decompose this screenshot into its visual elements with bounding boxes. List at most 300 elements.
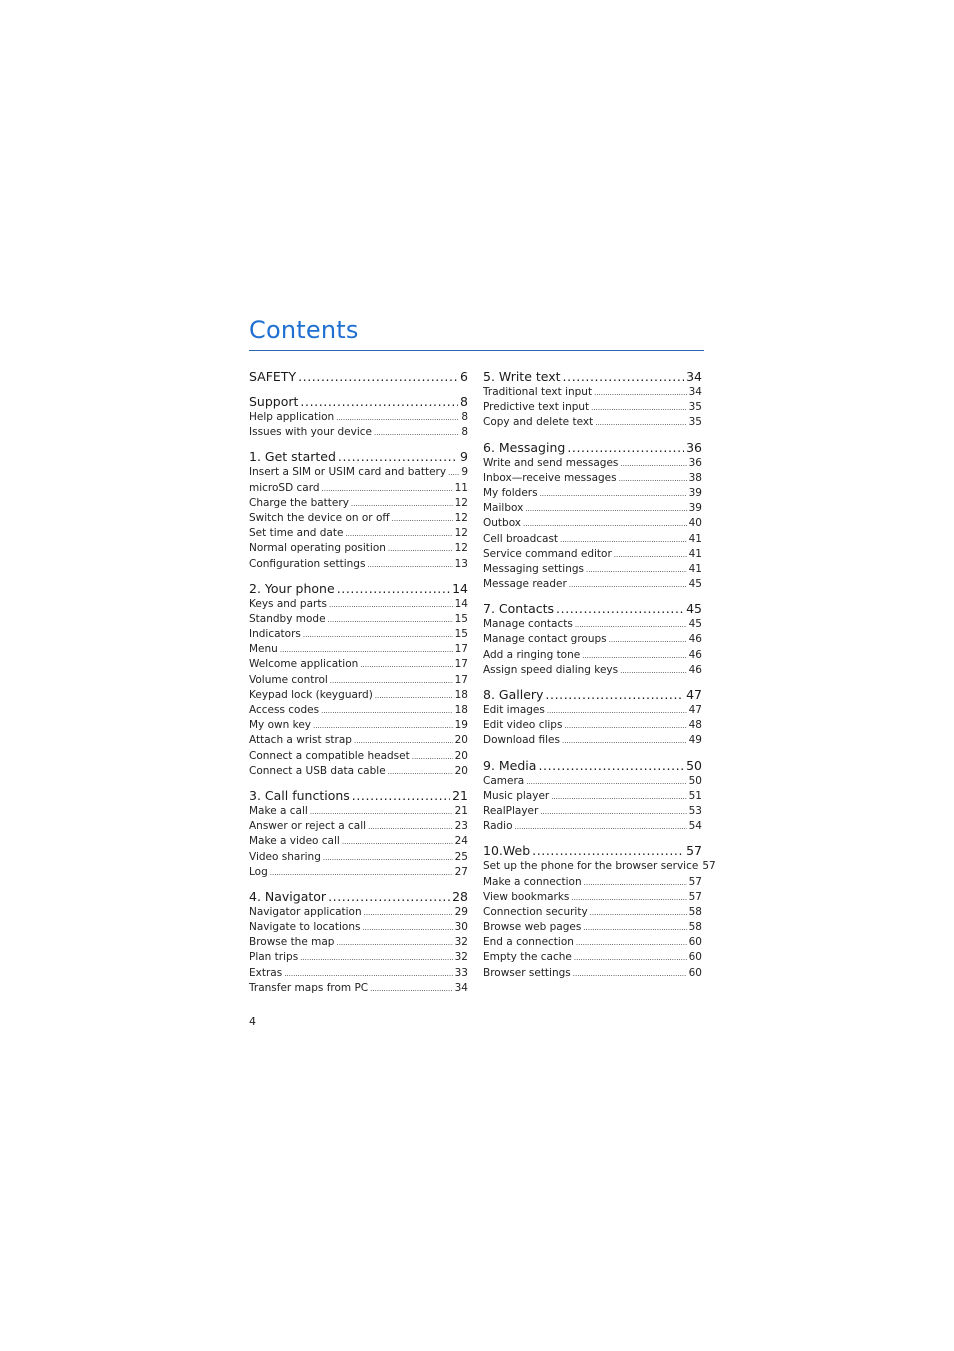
dot-leader xyxy=(354,733,453,749)
toc-entry-page: 15 xyxy=(454,612,468,625)
dot-leader xyxy=(321,703,453,719)
toc-chapter-page: 28 xyxy=(452,888,468,904)
toc-section xyxy=(483,440,702,593)
toc-column-right xyxy=(483,369,716,990)
toc-entry-page: 12 xyxy=(454,527,468,540)
toc-entry-title: Answer or reject a call xyxy=(249,820,367,833)
toc-entry-title: Cell broadcast xyxy=(483,532,559,545)
toc-chapter-title: 10.Web xyxy=(483,843,531,859)
toc-entry-title: End a connection xyxy=(483,936,574,949)
toc-chapter[interactable] xyxy=(249,449,468,465)
dot-leader xyxy=(571,890,686,906)
toc-chapter-title: Support xyxy=(249,394,299,409)
toc-entry-page: 34 xyxy=(688,386,702,398)
toc-entry-page: 32 xyxy=(454,951,468,964)
toc-entry-title: Edit video clips xyxy=(483,719,563,732)
toc-section xyxy=(249,369,468,385)
dot-leader xyxy=(284,966,452,982)
toc-entry-page: 20 xyxy=(454,764,468,777)
toc-entry-page: 35 xyxy=(688,416,702,429)
toc-entry[interactable] xyxy=(249,627,468,642)
toc-entry-page: 41 xyxy=(688,562,702,575)
toc-entry[interactable] xyxy=(249,597,468,612)
toc-section xyxy=(483,687,702,749)
toc-entry-page: 51 xyxy=(688,789,702,802)
toc-entry-title: Browser settings xyxy=(483,966,571,979)
dot-leader xyxy=(547,703,687,719)
toc-entry[interactable] xyxy=(249,557,468,572)
toc-entry[interactable] xyxy=(483,385,702,400)
toc-entry-title: Charge the battery xyxy=(249,496,349,509)
dot-leader xyxy=(388,764,453,780)
toc-entry[interactable] xyxy=(483,617,702,632)
toc-entry-page: 58 xyxy=(688,921,702,934)
dot-leader xyxy=(562,733,687,749)
toc-entry-title: Manage contact groups xyxy=(483,633,607,646)
toc-entry-page: 18 xyxy=(454,688,468,701)
toc-entry[interactable] xyxy=(249,749,468,764)
toc-entry-page: 53 xyxy=(688,804,702,817)
dot-leader xyxy=(560,532,687,548)
toc-entry-title: Indicators xyxy=(249,628,301,641)
toc-entry-page: 46 xyxy=(688,633,702,646)
dot-leader xyxy=(448,465,459,481)
toc-entry[interactable] xyxy=(483,890,702,905)
toc-entry-title: Browse web pages xyxy=(483,921,582,934)
toc-entry-title: Transfer maps from PC xyxy=(249,981,369,994)
dot-leader xyxy=(280,642,453,658)
toc-entry-page: 34 xyxy=(454,981,468,994)
toc-entry-page: 57 xyxy=(688,875,702,888)
toc-entry-page: 48 xyxy=(688,719,702,732)
toc-entry-page: 60 xyxy=(688,951,702,964)
toc-entry-page: 32 xyxy=(454,936,468,949)
dot-leader xyxy=(322,481,453,497)
dot-leader xyxy=(370,981,452,997)
toc-entry-page: 49 xyxy=(688,734,702,747)
toc-entry-page: 27 xyxy=(454,865,468,878)
toc-entry[interactable] xyxy=(249,905,468,920)
dot-leader xyxy=(564,718,686,734)
toc-entry-title: Welcome application xyxy=(249,658,359,671)
toc-entry-page: 25 xyxy=(454,850,468,863)
toc-entry-page: 14 xyxy=(454,597,468,610)
toc-entry-title: Keypad lock (keyguard) xyxy=(249,688,373,701)
toc-chapter-page: 34 xyxy=(686,369,702,384)
toc-section xyxy=(483,843,716,981)
toc-entry-title: Keys and parts xyxy=(249,597,327,610)
dot-leader xyxy=(532,843,684,859)
toc-entry-title: Attach a wrist strap xyxy=(249,734,352,747)
dot-leader xyxy=(329,597,453,613)
dot-leader xyxy=(575,617,687,633)
toc-entry[interactable] xyxy=(249,425,468,440)
toc-entry[interactable] xyxy=(249,804,468,819)
toc-entry[interactable] xyxy=(483,905,702,920)
toc-entry-page: 46 xyxy=(688,648,702,661)
toc-entry-page: 13 xyxy=(454,557,468,570)
dot-leader xyxy=(586,562,687,578)
toc-entry[interactable] xyxy=(483,577,702,592)
toc-entry-title: Navigator application xyxy=(249,905,362,918)
toc-entry[interactable] xyxy=(483,774,702,789)
toc-section xyxy=(249,449,468,571)
toc-entry[interactable] xyxy=(483,471,702,486)
dot-leader xyxy=(538,758,684,774)
toc-entry-page: 30 xyxy=(454,921,468,934)
toc-chapter-page: 57 xyxy=(686,843,702,859)
toc-entry-title: Log xyxy=(249,865,268,878)
toc-entry[interactable] xyxy=(483,819,702,834)
toc-chapter-title: 4. Navigator xyxy=(249,888,327,904)
dot-leader xyxy=(330,673,453,689)
toc-entry-page: 47 xyxy=(688,704,702,716)
toc-entry[interactable] xyxy=(483,875,702,890)
dot-leader xyxy=(563,369,685,385)
toc-entry-title: Help application xyxy=(249,411,335,423)
toc-entry-page: 8 xyxy=(461,426,468,439)
toc-entry-title: Music player xyxy=(483,789,550,802)
toc-entry-title: My folders xyxy=(483,486,538,499)
dot-leader xyxy=(345,526,452,542)
dot-leader xyxy=(594,385,687,401)
toc-entry[interactable] xyxy=(483,966,702,981)
toc-chapter[interactable] xyxy=(249,889,468,905)
dot-leader xyxy=(270,865,453,881)
dot-leader xyxy=(584,875,687,891)
toc-entry[interactable] xyxy=(249,950,468,965)
toc-entry-title: Insert a SIM or USIM card and battery xyxy=(249,466,447,479)
toc-entry[interactable] xyxy=(249,865,468,880)
dot-leader xyxy=(556,601,684,617)
toc-entry-page: 50 xyxy=(688,774,702,787)
dot-leader xyxy=(583,920,686,936)
title-divider xyxy=(249,350,704,351)
toc-entry-title: Camera xyxy=(483,774,525,787)
toc-chapter[interactable] xyxy=(483,687,702,703)
toc-entry-page: 12 xyxy=(454,496,468,509)
toc-entry-page: 35 xyxy=(688,401,702,414)
toc-entry-title: Access codes xyxy=(249,704,320,716)
toc-entry-page: 33 xyxy=(454,966,468,979)
toc-entry-page: 41 xyxy=(688,547,702,560)
toc-chapter[interactable] xyxy=(249,394,468,410)
dot-leader xyxy=(540,486,687,502)
toc-chapter-title: 3. Call functions xyxy=(249,787,350,803)
toc-entry-title: Issues with your device xyxy=(249,426,373,439)
toc-entry-page: 8 xyxy=(461,411,468,423)
toc-entry-title: Video sharing xyxy=(249,850,321,863)
toc-entry-page: 17 xyxy=(454,673,468,686)
toc-entry-page: 20 xyxy=(454,734,468,747)
toc-entry[interactable] xyxy=(483,920,702,935)
toc-entry-title: Navigate to locations xyxy=(249,921,361,934)
toc-entry-page: 12 xyxy=(454,511,468,524)
toc-entry-title: Radio xyxy=(483,820,513,833)
toc-entry-title: Assign speed dialing keys xyxy=(483,663,619,676)
toc-entry-page: 39 xyxy=(688,502,702,515)
toc-entry-title: Connect a compatible headset xyxy=(249,749,410,762)
toc-entry-title: Download files xyxy=(483,734,560,747)
dot-leader xyxy=(375,688,453,704)
toc-entry-page: 18 xyxy=(454,704,468,716)
toc-entry-title: Message reader xyxy=(483,578,567,591)
toc-section xyxy=(483,758,702,835)
dot-leader xyxy=(569,577,687,593)
toc-entry[interactable] xyxy=(249,642,468,657)
dot-leader xyxy=(336,410,459,426)
dot-leader xyxy=(620,456,686,472)
toc-entry[interactable] xyxy=(249,966,468,981)
toc-chapter-title: 6. Messaging xyxy=(483,439,566,455)
toc-entry-title: Service command editor xyxy=(483,547,612,560)
toc-section xyxy=(249,581,468,779)
toc-entry-page: 20 xyxy=(454,749,468,762)
toc-entry[interactable] xyxy=(483,703,702,718)
toc-entry-title: Connection security xyxy=(483,905,588,918)
dot-leader xyxy=(336,935,452,951)
toc-entry-title: Add a ringing tone xyxy=(483,648,581,661)
toc-entry[interactable] xyxy=(483,501,702,516)
dot-leader xyxy=(328,889,450,905)
dot-leader xyxy=(298,369,458,385)
toc-entry-title: Traditional text input xyxy=(483,386,593,398)
toc-entry-title: My own key xyxy=(249,719,311,732)
dot-leader xyxy=(360,657,452,673)
toc-chapter-title: 8. Gallery xyxy=(483,687,544,702)
toc-entry[interactable] xyxy=(249,764,468,779)
toc-entry-title: Messaging settings xyxy=(483,562,585,575)
toc-entry[interactable] xyxy=(483,562,702,577)
dot-leader xyxy=(620,663,687,679)
toc-chapter-title: SAFETY xyxy=(249,369,297,384)
toc-entry[interactable] xyxy=(249,834,468,849)
dot-leader xyxy=(515,819,687,835)
toc-section xyxy=(249,788,468,880)
dot-leader xyxy=(412,749,453,765)
toc-entry-page: 54 xyxy=(688,820,702,833)
toc-entry-page: 9 xyxy=(461,466,468,479)
toc-entry-title: RealPlayer xyxy=(483,804,539,817)
toc-entry[interactable] xyxy=(249,526,468,541)
toc-chapter-page: 50 xyxy=(686,757,702,773)
dot-leader xyxy=(342,834,453,850)
toc-entry[interactable] xyxy=(249,733,468,748)
toc-chapter-title: 5. Write text xyxy=(483,369,561,384)
dot-leader xyxy=(567,440,684,456)
toc-entry[interactable] xyxy=(249,718,468,733)
toc-entry-title: Set time and date xyxy=(249,527,344,540)
toc-entry-page: 45 xyxy=(688,618,702,631)
toc-entry[interactable] xyxy=(483,950,702,965)
toc-entry[interactable] xyxy=(483,859,716,874)
toc-entry[interactable] xyxy=(483,516,702,531)
dot-leader xyxy=(388,541,453,557)
toc-chapter-title: 9. Media xyxy=(483,757,537,773)
toc-chapter-page: 14 xyxy=(452,580,468,596)
toc-entry-title: Outbox xyxy=(483,517,522,530)
toc-entry-page: 15 xyxy=(454,628,468,641)
toc-entry-page: 21 xyxy=(454,804,468,817)
dot-leader xyxy=(525,501,686,517)
toc-entry[interactable] xyxy=(249,410,468,425)
toc-entry-page: 29 xyxy=(454,905,468,918)
toc-entry[interactable] xyxy=(483,935,702,950)
toc-entry[interactable] xyxy=(483,532,702,547)
toc-entry-title: Copy and delete text xyxy=(483,416,594,429)
toc-chapter-page: 47 xyxy=(686,687,702,702)
toc-entry[interactable] xyxy=(483,648,702,663)
dot-leader xyxy=(576,935,687,951)
toc-entry-page: 58 xyxy=(688,905,702,918)
toc-entry[interactable] xyxy=(483,486,702,501)
toc-entry[interactable] xyxy=(249,703,468,718)
toc-entry-title: Browse the map xyxy=(249,936,335,949)
toc-entry[interactable] xyxy=(249,541,468,556)
toc-entry-page: 11 xyxy=(454,481,468,494)
toc-entry-title: Standby mode xyxy=(249,612,326,625)
toc-entry[interactable] xyxy=(249,481,468,496)
toc-section xyxy=(249,889,468,996)
toc-entry-title: View bookmarks xyxy=(483,890,570,903)
dot-leader xyxy=(619,471,687,487)
toc-entry-page: 60 xyxy=(688,936,702,949)
toc-entry[interactable] xyxy=(249,850,468,865)
toc-entry-page: 12 xyxy=(454,542,468,555)
toc-chapter[interactable] xyxy=(483,758,702,774)
toc-entry[interactable] xyxy=(249,496,468,511)
toc-entry-title: Manage contacts xyxy=(483,618,573,631)
toc-entry-title: Make a video call xyxy=(249,835,340,848)
dot-leader xyxy=(540,804,686,820)
dot-leader xyxy=(337,581,450,597)
dot-leader xyxy=(351,496,453,512)
toc-entry-title: Edit images xyxy=(483,704,545,716)
toc-chapter-title: 1. Get started xyxy=(249,449,336,465)
toc-chapter-page: 45 xyxy=(686,601,702,617)
toc-entry[interactable] xyxy=(249,465,468,480)
dot-leader xyxy=(300,950,452,966)
toc-entry-title: Write and send messages xyxy=(483,456,619,469)
dot-leader xyxy=(526,774,686,790)
toc-entry-title: Inbox—receive messages xyxy=(483,471,617,484)
dot-leader xyxy=(368,819,453,835)
toc-entry-title: Plan trips xyxy=(249,951,299,964)
toc-entry[interactable] xyxy=(483,400,702,415)
toc-entry-title: Switch the device on or off xyxy=(249,511,390,524)
toc-entry-page: 57 xyxy=(702,860,716,873)
dot-leader xyxy=(523,516,687,532)
toc-chapter[interactable] xyxy=(249,581,468,597)
toc-entry[interactable] xyxy=(249,819,468,834)
toc-entry-page: 46 xyxy=(688,663,702,676)
dot-leader xyxy=(367,557,452,573)
toc-chapter[interactable] xyxy=(249,369,468,385)
toc-entry-page: 45 xyxy=(688,578,702,591)
toc-chapter[interactable] xyxy=(249,788,468,804)
toc-entry[interactable] xyxy=(249,920,468,935)
toc-entry[interactable] xyxy=(249,612,468,627)
toc-entry-page: 19 xyxy=(454,719,468,732)
toc-entry-page: 24 xyxy=(454,835,468,848)
dot-leader xyxy=(352,788,450,804)
toc-entry[interactable] xyxy=(483,415,702,430)
toc-chapter-title: 7. Contacts xyxy=(483,601,555,617)
toc-entry-title: Normal operating position xyxy=(249,542,386,555)
toc-entry-title: Mailbox xyxy=(483,502,524,515)
toc-entry-page: 23 xyxy=(454,820,468,833)
toc-entry-page: 38 xyxy=(688,471,702,484)
toc-entry[interactable] xyxy=(483,663,702,678)
dot-leader xyxy=(323,850,453,866)
toc-entry[interactable] xyxy=(249,981,468,996)
toc-entry[interactable] xyxy=(249,688,468,703)
dot-leader xyxy=(591,400,686,416)
toc-entry-title: Extras xyxy=(249,966,283,979)
toc-entry[interactable] xyxy=(249,511,468,526)
dot-leader xyxy=(303,627,453,643)
toc-chapter-page: 36 xyxy=(686,439,702,455)
toc-entry[interactable] xyxy=(249,673,468,688)
toc-chapter[interactable] xyxy=(483,843,702,859)
toc-entry[interactable] xyxy=(249,657,468,672)
toc-chapter[interactable] xyxy=(483,440,702,456)
dot-leader xyxy=(364,905,453,921)
dot-leader xyxy=(328,612,453,628)
dot-leader xyxy=(609,632,687,648)
dot-leader xyxy=(392,511,453,527)
toc-entry-page: 36 xyxy=(688,456,702,469)
page-number: 4 xyxy=(249,1015,256,1028)
toc-chapter-page: 6 xyxy=(460,369,468,384)
toc-entry-title: Configuration settings xyxy=(249,557,366,570)
dot-leader xyxy=(614,547,687,563)
dot-leader xyxy=(545,687,684,703)
toc-section xyxy=(483,601,702,678)
toc-entry-title: Make a connection xyxy=(483,875,582,888)
dot-leader xyxy=(310,804,453,820)
toc-entry-title: Empty the cache xyxy=(483,951,572,964)
dot-leader xyxy=(590,905,687,921)
toc-entry-page: 17 xyxy=(454,643,468,656)
toc-entry-title: Make a call xyxy=(249,804,308,817)
dot-leader xyxy=(362,920,452,936)
toc-entry[interactable] xyxy=(483,718,702,733)
toc-entry[interactable] xyxy=(483,547,702,562)
toc-entry-page: 40 xyxy=(688,517,702,530)
toc-entry[interactable] xyxy=(249,935,468,950)
toc-entry-page: 60 xyxy=(688,966,702,979)
toc-chapter[interactable] xyxy=(483,601,702,617)
dot-leader xyxy=(313,718,453,734)
toc-entry[interactable] xyxy=(483,804,702,819)
toc-section xyxy=(483,369,702,431)
toc-entry[interactable] xyxy=(483,632,702,647)
toc-entry[interactable] xyxy=(483,789,702,804)
toc-entry-title: Menu xyxy=(249,643,278,656)
dot-leader xyxy=(574,950,687,966)
dot-leader xyxy=(573,966,687,982)
dot-leader xyxy=(582,648,686,664)
toc-entry-title: Volume control xyxy=(249,673,328,686)
toc-chapter[interactable] xyxy=(483,369,702,385)
toc-entry-title: microSD card xyxy=(249,481,320,494)
toc-chapter-page: 21 xyxy=(452,787,468,803)
toc-entry-page: 39 xyxy=(688,486,702,499)
toc-entry[interactable] xyxy=(483,456,702,471)
toc-entry[interactable] xyxy=(483,733,702,748)
dot-leader xyxy=(374,425,459,441)
